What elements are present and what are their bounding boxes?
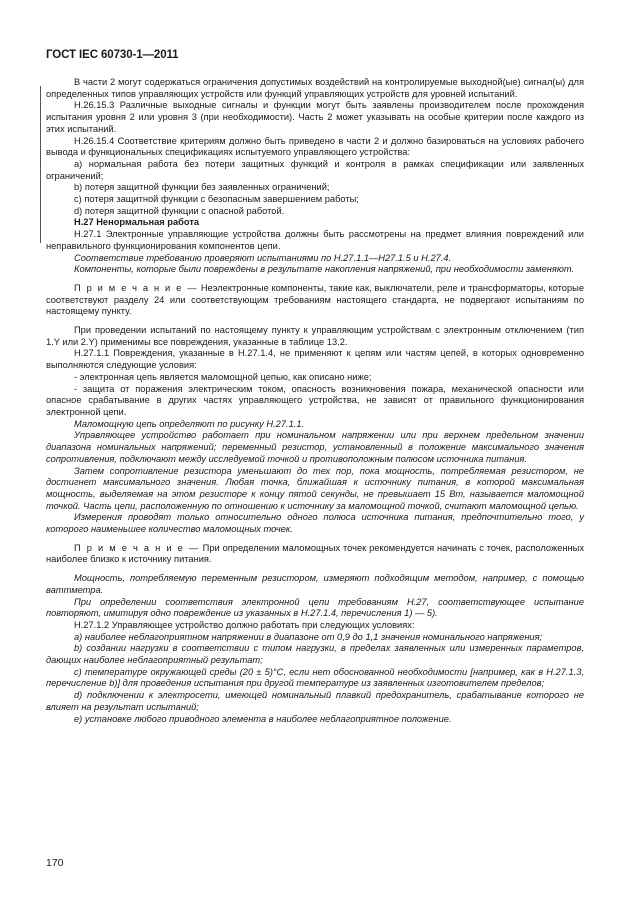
list-item: d) подключении к электросети, имеющей номинальный плавкий предохранитель, срабатывание которого не влияет на результат испытаний; — [46, 690, 584, 712]
compliance-text: Затем сопротивление резистора уменьшают до тех пор, пока мощность, потребляемая резистором, не достигнет максимального значения. Любая точка, ближайшая к источнику питания, в которой максимальная мощность, выделяемая на этом резисторе к концу пятой секунды, не превышает 15 Вт, называется маломощной точкой. Часть цепи, расположенную по отношению к источнику за маломощной точкой, считают маломощной цепью. — [46, 465, 584, 511]
list-item: d) потеря защитной функции с опасной работой. — [74, 205, 285, 216]
change-bar — [40, 86, 41, 243]
paragraph: При проведении испытаний по настоящему пункту к управляющим устройствам с электронным отключением (тип 1.Y или 2.Y) применимы все повреждения, указанные в таблице 13.2. — [46, 325, 584, 347]
standard-header: ГОСТ IEC 60730-1—2011 — [46, 49, 179, 61]
paragraph: H.26.15.3 Различные выходные сигналы и функции могут быть заявлены производителем после прохождения испытания уровня 2 или уровня 3 (при необходимости). Часть 2 может указывать на особые критерии после каждого из этих испытаний. — [46, 100, 584, 134]
note-text: При определении маломощных точек рекомендуется начинать с точек, расположенных наиболее близко к источнику питания. — [46, 542, 584, 565]
note-prefix: П р и м е ч а н и е — — [74, 282, 199, 293]
note-prefix: П р и м е ч а н и е — — [74, 542, 200, 553]
compliance-text: Измерения проводят только относительно одного полюса источника питания, предпочтительно того, у которого наименьшее количество маломощных точек. — [46, 512, 584, 535]
list-item: - защита от поражения электрическим током, опасность возникновения пожара, механической опасности или опасное срабатывание в других частях управляющего устройства, не зависят от правильного функционирования электронной цепи. — [46, 383, 584, 417]
note-text: Неэлектронные компоненты, такие как, выключатели, реле и трансформаторы, которые соответствуют разделу 24 или соответствующим требованиям настоящего стандарта, не подвергают испытаниям по настоящему пункту. — [46, 282, 584, 317]
paragraph: H.27.1.2 Управляющее устройство должно работать при следующих условиях: — [74, 619, 415, 630]
list-item: e) установке любого приводного элемента в наиболее неблагоприятное положение. — [74, 713, 452, 724]
list-item: a) нормальная работа без потери защитных функций и контроля в рамках спецификации или заявленных ограничений; — [46, 158, 584, 181]
list-item: b) потеря защитной функции без заявленных ограничений; — [74, 182, 330, 193]
section-heading: H.27 Ненормальная работа — [74, 217, 200, 228]
paragraph: H.27.1.1 Повреждения, указанные в H.27.1.4, не применяют к цепям или частям цепей, в которых одновременно выполняются следующие условия: — [46, 348, 584, 371]
document-body — [46, 77, 584, 725]
list-item: a) наиболее неблагоприятном напряжении в диапазоне от 0,9 до 1,1 значения номинального напряжения; — [74, 631, 543, 642]
list-item: c) температуре окружающей среды (20 ± 5)°C, если нет обоснованной необходимости [например, как в H.27.1.3, перечисление b)] для проведения испытания при другой температуре из заявленных изготовителем пределов; — [46, 666, 584, 689]
paragraph: H.27.1 Электронные управляющие устройства должны быть рассмотрены на предмет влияния повреждений или неправильного функционирования компонентов цепи. — [46, 229, 584, 251]
list-item: c) потеря защитной функции с безопасным завершением работы; — [74, 194, 359, 205]
paragraph: В части 2 могут содержаться ограничения допустимых воздействий на контролируемые выходной(ые) сигнал(ы) для определенных типов управляющих устройств или функций управляющих устройств для уровней испытаний. — [46, 77, 584, 99]
compliance-text: Компоненты, которые были повреждены в результате накопления напряжений, при необходимости заменяют. — [74, 264, 575, 275]
compliance-text: Соответствие требованию проверяют испытаниями по H.27.1.1—H27.1.5 и H.27.4. — [74, 252, 452, 263]
note — [46, 543, 584, 566]
compliance-text: Маломощную цепь определяют по рисунку H.27.1.1. — [74, 418, 305, 429]
list-item: - электронная цепь является маломощной цепью, как описано ниже; — [74, 371, 372, 382]
compliance-text: При определении соответствия электронной цепи требованиям H.27, соответствующее испытание повторяют, имитируя одно повреждение из указанных в H.27.1.4, перечисления 1) — 5). — [46, 596, 584, 619]
compliance-text: Управляющее устройство работает при номинальном напряжении или при верхнем предельном значении диапазона номинальных напряжений; переменный резистор, установленный в положение максимального значения сопротивления, подключают между исследуемой точкой и противоположным полюсом источника питания. — [46, 430, 584, 464]
page-number: 170 — [46, 857, 64, 869]
list-item: b) создании нагрузки в соответствии с типом нагрузки, в пределах заявленных или измеренных параметров, дающих наиболее неблагоприятный результат; — [46, 643, 584, 666]
compliance-text: Мощность, потребляемую переменным резистором, измеряют подходящим методом, например, с помощью ваттметра. — [46, 573, 584, 595]
note — [46, 283, 584, 318]
paragraph: H.26.15.4 Соответствие критериям должно быть приведено в части 2 и должно базироваться на условиях рабочего вывода и функциональных спецификациях испытуемого управляющего устройства: — [46, 135, 584, 158]
